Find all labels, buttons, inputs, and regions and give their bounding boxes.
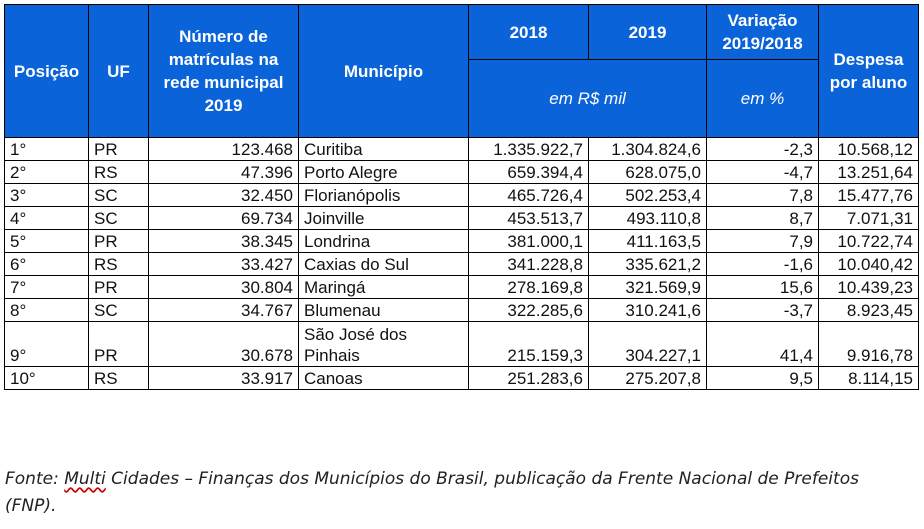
- cell-municipality: Porto Alegre: [299, 161, 469, 184]
- cell-uf: PR: [89, 230, 149, 253]
- cell-2019: 1.304.824,6: [589, 138, 707, 161]
- source-note: [5, 466, 905, 520]
- cell-2019: 628.075,0: [589, 161, 707, 184]
- table-row: [5, 207, 919, 230]
- header-unit-money: em R$ mil: [469, 60, 707, 138]
- cell-municipality: Londrina: [299, 230, 469, 253]
- cell-spend: 8.923,45: [819, 299, 919, 322]
- cell-municipality: Caxias do Sul: [299, 253, 469, 276]
- source-underlined-word: Multi: [64, 469, 106, 489]
- table-row: [5, 138, 919, 161]
- cell-position: 1°: [5, 138, 89, 161]
- cell-spend: 9.916,78: [819, 322, 919, 367]
- source-prefix: Fonte:: [5, 469, 65, 489]
- cell-uf: SC: [89, 184, 149, 207]
- cell-2019: 493.110,8: [589, 207, 707, 230]
- cell-spend: 8.114,15: [819, 367, 919, 390]
- cell-position: 3°: [5, 184, 89, 207]
- cell-spend: 15.477,76: [819, 184, 919, 207]
- cell-spend: 10.568,12: [819, 138, 919, 161]
- cell-municipality: Curitiba: [299, 138, 469, 161]
- table-body: [5, 138, 919, 390]
- cell-uf: SC: [89, 299, 149, 322]
- cell-position: 2°: [5, 161, 89, 184]
- cell-position: 7°: [5, 276, 89, 299]
- table-row: [5, 184, 919, 207]
- cell-variation: -1,6: [707, 253, 819, 276]
- cell-municipality: Maringá: [299, 276, 469, 299]
- ranking-table-container: [4, 4, 918, 390]
- cell-municipality: Florianópolis: [299, 184, 469, 207]
- cell-2018: 1.335.922,7: [469, 138, 589, 161]
- cell-2018: 215.159,3: [469, 322, 589, 367]
- cell-enrollments: 38.345: [149, 230, 299, 253]
- header-2018: 2018: [469, 5, 589, 60]
- table-row: [5, 161, 919, 184]
- cell-2018: 251.283,6: [469, 367, 589, 390]
- cell-position: 6°: [5, 253, 89, 276]
- table-row: [5, 322, 919, 367]
- header-2019: 2019: [589, 5, 707, 60]
- cell-uf: SC: [89, 207, 149, 230]
- header-spend-per-student: Despesa por aluno: [819, 5, 919, 138]
- cell-uf: RS: [89, 161, 149, 184]
- cell-2019: 275.207,8: [589, 367, 707, 390]
- cell-enrollments: 34.767: [149, 299, 299, 322]
- cell-2018: 278.169,8: [469, 276, 589, 299]
- cell-municipality: Canoas: [299, 367, 469, 390]
- cell-position: 10°: [5, 367, 89, 390]
- cell-variation: 41,4: [707, 322, 819, 367]
- header-uf: UF: [89, 5, 149, 138]
- source-rest: Cidades – Finanças dos Municípios do Brasil, publicação da Frente Nacional de Prefeitos (FNP).: [5, 469, 859, 516]
- header-municipality: Município: [299, 5, 469, 138]
- cell-enrollments: 33.427: [149, 253, 299, 276]
- table-row: [5, 230, 919, 253]
- cell-enrollments: 30.804: [149, 276, 299, 299]
- cell-2018: 465.726,4: [469, 184, 589, 207]
- cell-uf: PR: [89, 138, 149, 161]
- cell-2018: 659.394,4: [469, 161, 589, 184]
- cell-municipality: Blumenau: [299, 299, 469, 322]
- cell-variation: 7,8: [707, 184, 819, 207]
- cell-enrollments: 30.678: [149, 322, 299, 367]
- ranking-table: [4, 4, 919, 390]
- header-unit-percent: em %: [707, 60, 819, 138]
- cell-enrollments: 123.468: [149, 138, 299, 161]
- cell-enrollments: 47.396: [149, 161, 299, 184]
- cell-variation: 8,7: [707, 207, 819, 230]
- table-header: [5, 5, 919, 138]
- cell-spend: 10.040,42: [819, 253, 919, 276]
- cell-uf: PR: [89, 276, 149, 299]
- cell-position: 5°: [5, 230, 89, 253]
- cell-municipality: São José dos Pinhais: [299, 322, 469, 367]
- cell-position: 8°: [5, 299, 89, 322]
- cell-spend: 7.071,31: [819, 207, 919, 230]
- cell-2019: 310.241,6: [589, 299, 707, 322]
- header-position: Posição: [5, 5, 89, 138]
- header-variation: Variação 2019/2018: [707, 5, 819, 60]
- table-row: [5, 299, 919, 322]
- header-enrollments: Número de matrículas na rede municipal 2019: [149, 5, 299, 138]
- cell-uf: PR: [89, 322, 149, 367]
- cell-2019: 411.163,5: [589, 230, 707, 253]
- cell-2018: 322.285,6: [469, 299, 589, 322]
- cell-uf: RS: [89, 367, 149, 390]
- cell-2019: 335.621,2: [589, 253, 707, 276]
- cell-variation: -3,7: [707, 299, 819, 322]
- table-row: [5, 276, 919, 299]
- cell-variation: 15,6: [707, 276, 819, 299]
- cell-municipality: Joinville: [299, 207, 469, 230]
- cell-2018: 381.000,1: [469, 230, 589, 253]
- cell-enrollments: 32.450: [149, 184, 299, 207]
- table-row: [5, 253, 919, 276]
- cell-position: 4°: [5, 207, 89, 230]
- cell-variation: -4,7: [707, 161, 819, 184]
- cell-2018: 341.228,8: [469, 253, 589, 276]
- cell-variation: -2,3: [707, 138, 819, 161]
- cell-spend: 13.251,64: [819, 161, 919, 184]
- cell-2019: 321.569,9: [589, 276, 707, 299]
- cell-variation: 9,5: [707, 367, 819, 390]
- cell-2019: 502.253,4: [589, 184, 707, 207]
- cell-2018: 453.513,7: [469, 207, 589, 230]
- cell-spend: 10.439,23: [819, 276, 919, 299]
- cell-uf: RS: [89, 253, 149, 276]
- cell-2019: 304.227,1: [589, 322, 707, 367]
- cell-enrollments: 69.734: [149, 207, 299, 230]
- cell-position: 9°: [5, 322, 89, 367]
- table-row: [5, 367, 919, 390]
- cell-variation: 7,9: [707, 230, 819, 253]
- cell-enrollments: 33.917: [149, 367, 299, 390]
- cell-spend: 10.722,74: [819, 230, 919, 253]
